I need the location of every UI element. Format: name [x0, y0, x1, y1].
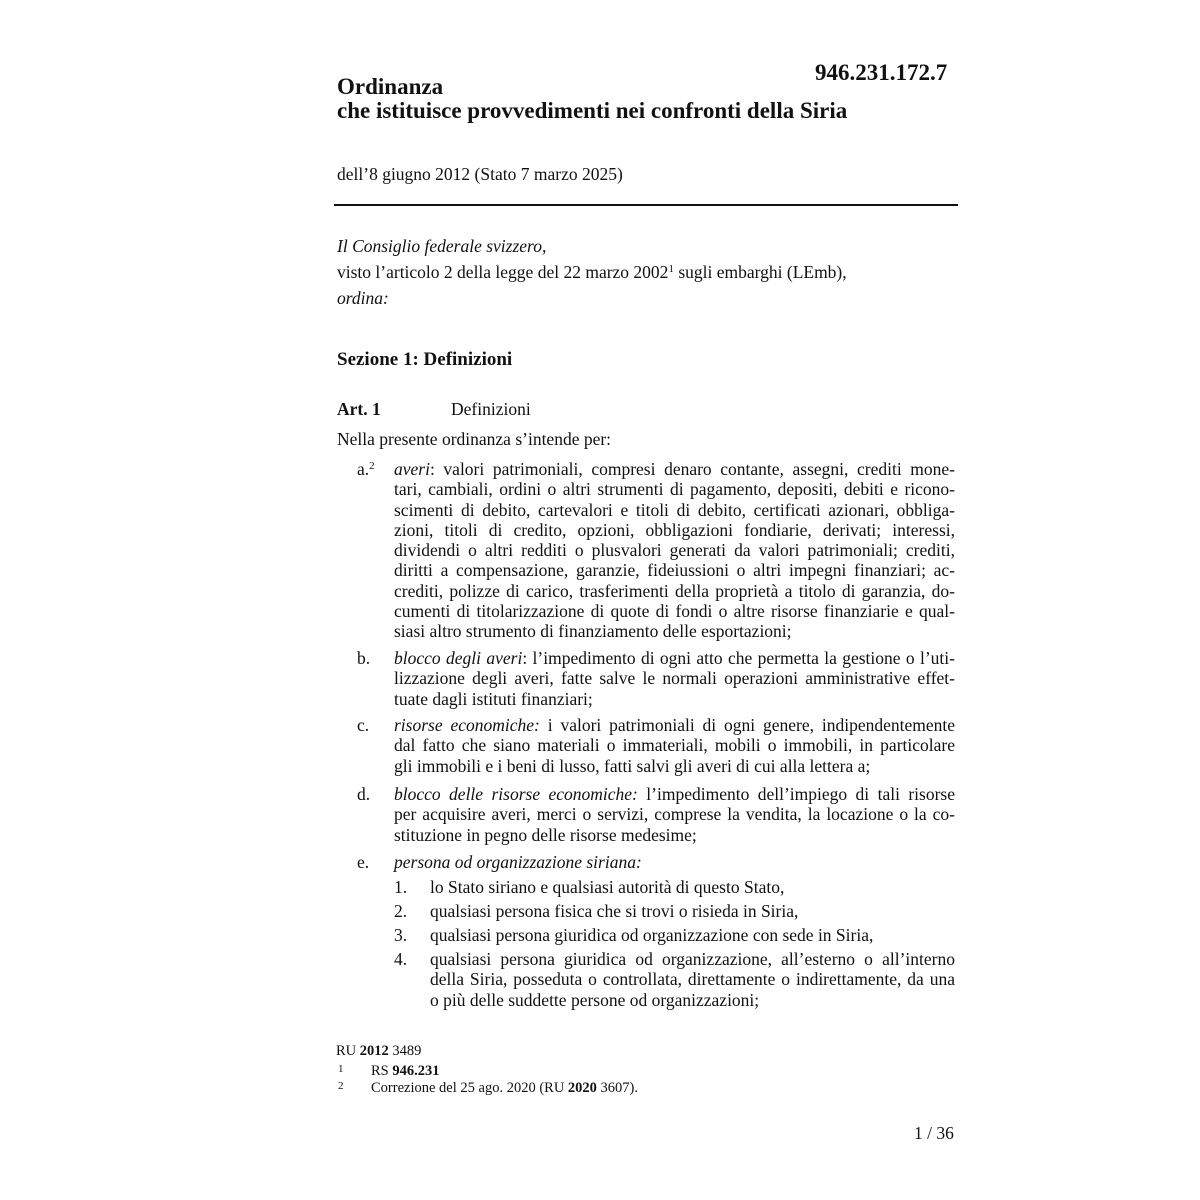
definition-term: averi: [394, 459, 430, 479]
ru-page: 3489: [388, 1043, 422, 1059]
footnote-number-1: 1: [338, 1063, 344, 1075]
subitem-line: qualsiasi persona giuridica od organizzazione, all’esterno o all’interno: [430, 949, 955, 969]
footnote-1-prefix: RS: [371, 1063, 393, 1079]
definition-line: per acquisire averi, merci o servizi, comprese la vendita, la locazione o la co-: [394, 804, 955, 825]
subitem-label-3: 3.: [394, 925, 408, 945]
footnote-ref-1[interactable]: 1: [668, 263, 674, 275]
subitem-3: [430, 925, 955, 945]
subitem-1: [430, 877, 955, 897]
subitem-label-4: 4.: [394, 949, 408, 969]
section-heading: Sezione 1: Definizioni: [337, 349, 513, 370]
article-number: Art. 1: [337, 399, 381, 419]
definition-line: tuate dagli istituti finanziari;: [394, 688, 593, 709]
definition-c: [394, 715, 955, 776]
preamble-decree: ordina:: [337, 288, 389, 308]
definition-e: [394, 852, 955, 872]
preamble-legal-basis-text: visto l’articolo 2 della legge del 22 marzo 2002: [337, 262, 669, 282]
definition-b: [394, 648, 955, 709]
footnote-number-2: 2: [338, 1080, 344, 1092]
article-title: Definizioni: [451, 399, 531, 419]
item-label-a: [357, 459, 375, 479]
article-intro: Nella presente ordinanza s’intende per:: [337, 429, 612, 449]
definition-text: : valori patrimoniali, compresi denaro contante, assegni, crediti mone-: [429, 459, 955, 479]
definition-line: gli immobili e i beni di lusso, fatti salvi gli averi di cui alla lettera a;: [394, 755, 871, 776]
subitem-2: [430, 901, 955, 921]
subitem-line: lo Stato siriano e qualsiasi autorità di questo Stato,: [430, 877, 785, 897]
definition-line: [394, 459, 955, 479]
definition-line: dividendi o altri redditi o plusvalori generati da valori patrimoniali; crediti,: [394, 540, 955, 561]
definition-line: siasi altro strumento di finanziamento delle esportazioni;: [394, 621, 792, 642]
subitem-line: della Siria, posseduta o controllata, direttamente o indirettamente, da una: [430, 969, 955, 990]
subitem-line: qualsiasi persona giuridica od organizzazione con sede in Siria,: [430, 925, 874, 945]
definition-line: cumenti di titolarizzazione di quote di fondi o altre risorse finanziarie e qual-: [394, 601, 955, 622]
definition-a: [394, 459, 955, 642]
definition-line: dal fatto che siano materiali o immateriali, mobili o immobili, in particolare: [394, 735, 955, 756]
footnote-2-tail: 3607).: [596, 1080, 639, 1096]
footnote-ref-2[interactable]: 2: [369, 460, 375, 472]
definition-text: : l’impedimento di ogni atto che permetta la gestione o l’uti-: [522, 648, 955, 668]
definition-text: i valori patrimoniali di ogni genere, indipendentemente: [539, 715, 955, 735]
definition-line: tari, cambiali, ordini o altri strumenti di pagamento, depositi, debiti e ricono-: [394, 479, 955, 500]
item-label-d: d.: [357, 784, 371, 804]
definition-line: crediti, polizze di carico, trasferimenti della proprietà a titolo di garanzia, do-: [394, 580, 955, 601]
definition-line: lizzazione degli averi, fatte salve le normali operazioni amministrative effet-: [394, 668, 955, 689]
footnote-1: [371, 1063, 440, 1080]
definition-term: persona od organizzazione siriana:: [394, 852, 642, 872]
item-label-b: b.: [357, 648, 371, 668]
definition-line: scimenti di debito, cartevalori e titoli di debito, certificati azionari, obbliga-: [394, 499, 955, 520]
document-title-line2: che istituisce provvedimenti nei confronti della Siria: [337, 98, 848, 123]
document-date: dell’8 giugno 2012 (Stato 7 marzo 2025): [337, 164, 623, 184]
sr-number: 946.231.172.7: [815, 60, 948, 85]
preamble-legal-basis-tail: sugli embarghi (LEmb),: [673, 262, 847, 282]
definition-line: [394, 648, 955, 668]
subitem-label-1: 1.: [394, 877, 408, 897]
subitem-line: o più delle suddette persone od organizzazioni;: [430, 989, 760, 1010]
definition-line: [394, 715, 955, 735]
ru-year: 2012: [359, 1043, 389, 1059]
preamble-authority: Il Consiglio federale svizzero,: [337, 236, 547, 256]
subitem-label-2: 2.: [394, 901, 408, 921]
header-divider: [334, 204, 958, 206]
item-letter-a: a.: [357, 459, 370, 479]
footnote-ru-reference: [336, 1043, 421, 1060]
definition-line: [394, 852, 955, 872]
definition-d: [394, 784, 955, 845]
preamble-legal-basis: [337, 262, 847, 283]
definition-text: l’impedimento dell’impiego di tali risorse: [637, 784, 955, 804]
subitem-line: qualsiasi persona fisica che si trovi o risieda in Siria,: [430, 901, 799, 921]
item-label-c: c.: [357, 715, 370, 735]
page-number: 1 / 36: [914, 1123, 954, 1143]
definition-line: zioni, titoli di credito, opzioni, obbligazioni fondiarie, derivati; interessi,: [394, 519, 955, 540]
definition-line: stituzione in pegno delle risorse medesime;: [394, 824, 697, 845]
footnote-2-text: Correzione del 25 ago. 2020 (RU: [371, 1080, 568, 1096]
subitem-4: [430, 949, 955, 1010]
footnote-2-year: 2020: [567, 1080, 597, 1096]
definition-term: blocco degli averi: [394, 648, 523, 668]
footnote-1-ref[interactable]: 946.231: [392, 1063, 440, 1079]
definition-line: [394, 784, 955, 804]
item-label-e: e.: [357, 852, 370, 872]
document-title-line1: Ordinanza: [337, 74, 444, 99]
definition-term: risorse economiche:: [394, 715, 540, 735]
footnote-2: [371, 1080, 638, 1097]
definition-line: diritti a compensazione, garanzie, fideiussioni o altri impegni finanziari; ac-: [394, 560, 955, 581]
ru-prefix: RU: [336, 1043, 360, 1059]
definition-term: blocco delle risorse economiche:: [394, 784, 638, 804]
